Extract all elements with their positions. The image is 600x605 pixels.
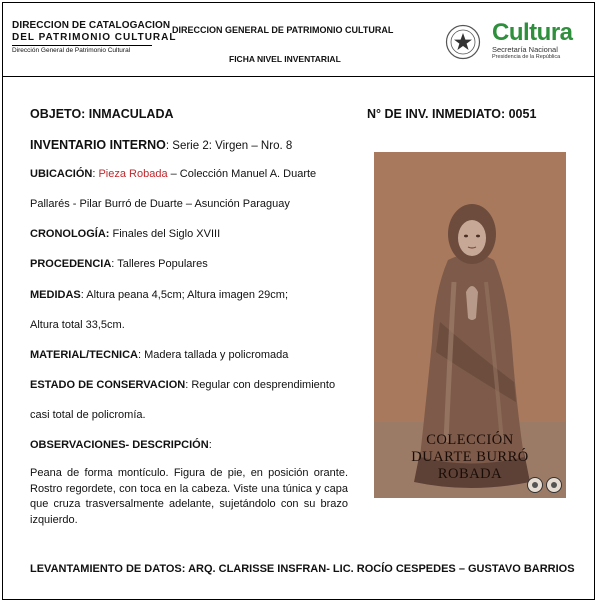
observaciones-text: Peana de forma montículo. Figura de pie, en posición orante. Rostro regordete, con toca en la cabeza. Viste una túnica y capa que cruza trasversalmente adelante, sujetándolo con su brazo izquierdo. bbox=[30, 467, 348, 526]
medidas-label: MEDIDAS bbox=[30, 289, 81, 301]
estado-label: ESTADO DE CONSERVACION bbox=[30, 379, 186, 391]
ubicacion-colon: : bbox=[92, 168, 99, 180]
stamp-line3: ROBADA bbox=[437, 466, 503, 482]
cultura-logo-name: Cultura bbox=[492, 19, 573, 46]
estado-value: : Regular con desprendimiento bbox=[185, 379, 336, 391]
stamp-line1: COLECCIÓN bbox=[426, 432, 514, 448]
ubicacion-status: Pieza Robada bbox=[98, 168, 168, 180]
procedencia-row bbox=[30, 258, 208, 270]
inventario-row bbox=[30, 138, 292, 152]
header-subtitle: FICHA NIVEL INVENTARIAL bbox=[229, 54, 341, 64]
material-label: MATERIAL/TECNICA bbox=[30, 349, 138, 361]
ubicacion-value: – Colección Manuel A. Duarte bbox=[167, 168, 317, 180]
stamp-seals-icon bbox=[526, 476, 564, 494]
cronologia-value: Finales del Siglo XVIII bbox=[109, 228, 221, 240]
inventario-value: : Serie 2: Virgen – Nro. 8 bbox=[165, 140, 293, 152]
cultura-logo-sub1: Secretaría Nacional bbox=[492, 45, 558, 54]
medidas-value-cont: Altura total 33,5cm. bbox=[30, 319, 125, 331]
inventory-number: N° DE INV. INMEDIATO: 0051 bbox=[367, 107, 537, 121]
left-logo bbox=[12, 21, 176, 55]
procedencia-label: PROCEDENCIA bbox=[30, 258, 112, 270]
cultura-logo-sub2: Presidencia de la República bbox=[492, 53, 561, 60]
observaciones-label: OBSERVACIONES- DESCRIPCIÓN bbox=[30, 439, 209, 451]
medidas-value: : Altura peana 4,5cm; Altura imagen 29cm; bbox=[80, 289, 289, 301]
left-logo-line3: Dirección General de Patrimonio Cultural bbox=[12, 47, 131, 54]
procedencia-value: : Talleres Populares bbox=[111, 258, 208, 270]
cultura-logo bbox=[492, 21, 573, 60]
objeto-title: OBJETO: INMACULADA bbox=[30, 107, 174, 121]
left-logo-line1: DIRECCION DE CATALOGACION bbox=[12, 20, 171, 31]
estado-value-cont: casi total de policromía. bbox=[30, 409, 146, 421]
medidas-row bbox=[30, 289, 288, 301]
material-value: : Madera tallada y policromada bbox=[137, 349, 289, 361]
cronologia-label: CRONOLOGÍA: bbox=[30, 228, 110, 240]
inventario-label: INVENTARIO INTERNO bbox=[30, 138, 166, 152]
left-logo-line2: DEL PATRIMONIO CULTURAL bbox=[12, 32, 177, 43]
header-title: DIRECCION GENERAL DE PATRIMONIO CULTURAL bbox=[172, 25, 394, 35]
cronologia-row bbox=[30, 228, 220, 240]
ubicacion-row bbox=[30, 168, 316, 180]
estado-row bbox=[30, 379, 335, 391]
stamp-line2: DUARTE BURRÓ bbox=[411, 449, 529, 465]
ubicacion-label: UBICACIÓN bbox=[30, 168, 93, 180]
left-logo-divider bbox=[12, 45, 152, 46]
header bbox=[2, 2, 595, 77]
ubicacion-value-cont: Pallarés - Pilar Burró de Duarte – Asunción Paraguay bbox=[30, 198, 290, 210]
material-row bbox=[30, 349, 288, 361]
footer-credits: LEVANTAMIENTO DE DATOS: ARQ. CLARISSE INSFRAN- LIC. ROCÍO CESPEDES – GUSTAVO BARRIOS bbox=[30, 563, 575, 575]
national-seal-icon bbox=[445, 24, 481, 60]
observaciones-row bbox=[30, 439, 212, 451]
observaciones-colon: : bbox=[208, 439, 212, 451]
